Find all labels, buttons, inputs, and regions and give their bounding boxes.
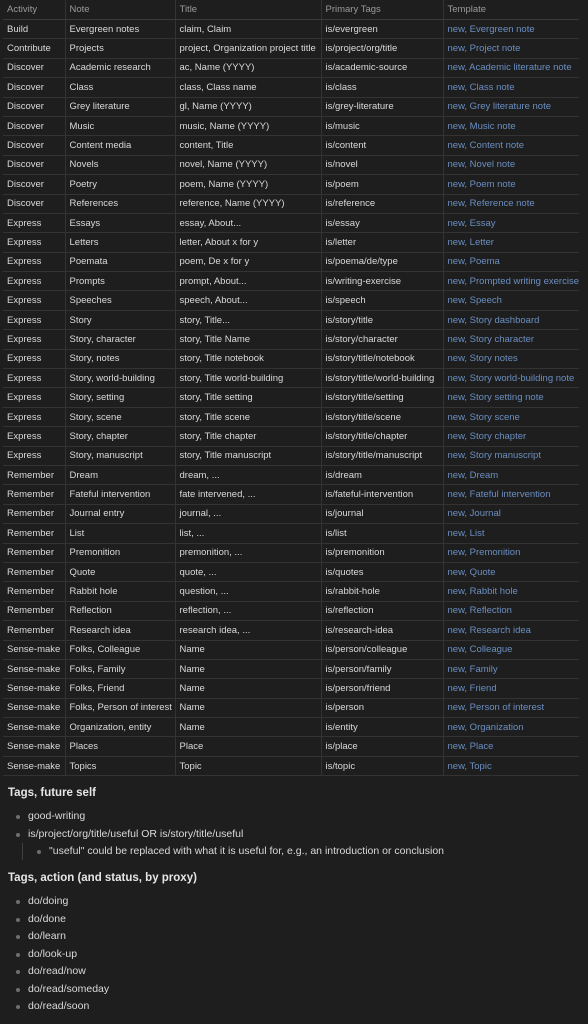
table-row (3, 640, 579, 659)
table-row (3, 194, 579, 213)
header-title: Title (175, 0, 321, 20)
table-row (3, 252, 579, 271)
cell-title: ac, Name (YYYY) (175, 58, 321, 77)
table-row (3, 679, 579, 698)
cell-title: Name (175, 679, 321, 698)
cell-activity: Express (3, 446, 65, 465)
list-item: do/learn (16, 928, 109, 946)
cell-template-link[interactable]: new, Topic (443, 756, 579, 775)
cell-template-link[interactable]: new, Novel note (443, 155, 579, 174)
table-row (3, 349, 579, 368)
cell-note: Academic research (65, 58, 175, 77)
cell-primary-tags: is/list (321, 524, 443, 543)
header-activity: Activity (3, 0, 65, 20)
cell-note: Poemata (65, 252, 175, 271)
cell-title: story, Title manuscript (175, 446, 321, 465)
cell-template-link[interactable]: new, Grey literature note (443, 97, 579, 116)
cell-activity: Remember (3, 485, 65, 504)
action-list (16, 893, 109, 1016)
table-row (3, 465, 579, 484)
cell-primary-tags: is/novel (321, 155, 443, 174)
cell-activity: Sense-make (3, 679, 65, 698)
cell-title: poem, De x for y (175, 252, 321, 271)
cell-activity: Express (3, 388, 65, 407)
cell-title: Name (175, 640, 321, 659)
list-item: good-writing (16, 808, 243, 826)
cell-activity: Express (3, 272, 65, 291)
cell-title: gl, Name (YYYY) (175, 97, 321, 116)
cell-template-link[interactable]: new, Essay (443, 213, 579, 232)
cell-primary-tags: is/essay (321, 213, 443, 232)
list-item: is/project/org/title/useful OR is/story/title/useful (16, 826, 243, 844)
cell-primary-tags: is/story/character (321, 330, 443, 349)
cell-activity: Express (3, 349, 65, 368)
cell-note: Story, manuscript (65, 446, 175, 465)
list-item: do/read/soon (16, 998, 109, 1016)
cell-title: project, Organization project title (175, 39, 321, 58)
cell-template-link[interactable]: new, Fateful intervention (443, 485, 579, 504)
cell-title: reflection, ... (175, 601, 321, 620)
future-self-list (16, 808, 243, 843)
cell-activity: Express (3, 233, 65, 252)
table-row (3, 310, 579, 329)
table-row (3, 369, 579, 388)
cell-note: Reflection (65, 601, 175, 620)
cell-primary-tags: is/topic (321, 756, 443, 775)
table-row (3, 756, 579, 775)
table-row (3, 175, 579, 194)
cell-template-link[interactable]: new, Story setting note (443, 388, 579, 407)
cell-primary-tags: is/person/friend (321, 679, 443, 698)
cell-title: list, ... (175, 524, 321, 543)
action-heading: Tags, action (and status, by proxy) (8, 872, 197, 884)
cell-note: Story, chapter (65, 427, 175, 446)
table-row (3, 582, 579, 601)
cell-title: journal, ... (175, 504, 321, 523)
table-row (3, 601, 579, 620)
cell-primary-tags: is/quotes (321, 562, 443, 581)
cell-title: dream, ... (175, 465, 321, 484)
cell-activity: Discover (3, 97, 65, 116)
cell-note: Speeches (65, 291, 175, 310)
cell-primary-tags: is/rabbit-hole (321, 582, 443, 601)
table-row (3, 330, 579, 349)
cell-note: Letters (65, 233, 175, 252)
cell-activity: Discover (3, 58, 65, 77)
cell-template-link[interactable]: new, Story chapter (443, 427, 579, 446)
cell-note: Topics (65, 756, 175, 775)
cell-template-link[interactable]: new, Journal (443, 504, 579, 523)
cell-note: Organization, entity (65, 718, 175, 737)
cell-primary-tags: is/music (321, 116, 443, 135)
cell-title: premonition, ... (175, 543, 321, 562)
cell-activity: Sense-make (3, 698, 65, 717)
cell-title: fate intervened, ... (175, 485, 321, 504)
cell-note: Class (65, 78, 175, 97)
cell-note: Folks, Colleague (65, 640, 175, 659)
cell-template-link[interactable]: new, List (443, 524, 579, 543)
cell-note: Prompts (65, 272, 175, 291)
cell-activity: Sense-make (3, 640, 65, 659)
cell-template-link[interactable]: new, Project note (443, 39, 579, 58)
cell-template-link[interactable]: new, Reference note (443, 194, 579, 213)
table-row (3, 58, 579, 77)
list-item: do/done (16, 911, 109, 929)
list-item: do/look-up (16, 946, 109, 964)
list-item: do/read/now (16, 963, 109, 981)
table-row (3, 427, 579, 446)
cell-template-link[interactable]: new, Letter (443, 233, 579, 252)
cell-primary-tags: is/person/colleague (321, 640, 443, 659)
cell-activity: Discover (3, 116, 65, 135)
cell-activity: Remember (3, 621, 65, 640)
list-item: do/doing (16, 893, 109, 911)
table-row (3, 155, 579, 174)
future-self-heading: Tags, future self (8, 787, 96, 799)
cell-title: essay, About... (175, 213, 321, 232)
cell-primary-tags: is/reflection (321, 601, 443, 620)
cell-primary-tags: is/person (321, 698, 443, 717)
cell-template-link[interactable]: new, Story world-building note (443, 369, 579, 388)
cell-primary-tags: is/person/family (321, 659, 443, 678)
cell-template-link[interactable]: new, Place (443, 737, 579, 756)
templates-table (3, 0, 579, 776)
cell-title: Name (175, 659, 321, 678)
cell-note: References (65, 194, 175, 213)
cell-note: Premonition (65, 543, 175, 562)
table-row (3, 233, 579, 252)
table-row (3, 446, 579, 465)
cell-primary-tags: is/story/title/setting (321, 388, 443, 407)
cell-activity: Remember (3, 582, 65, 601)
cell-note: Story, setting (65, 388, 175, 407)
cell-activity: Sense-make (3, 718, 65, 737)
table-row (3, 659, 579, 678)
cell-note: Quote (65, 562, 175, 581)
cell-activity: Express (3, 291, 65, 310)
cell-primary-tags: is/story/title/scene (321, 407, 443, 426)
cell-activity: Sense-make (3, 737, 65, 756)
cell-template-link[interactable]: new, Research idea (443, 621, 579, 640)
cell-note: List (65, 524, 175, 543)
nested-list (22, 843, 444, 860)
cell-template-link[interactable]: new, Story dashboard (443, 310, 579, 329)
cell-primary-tags: is/journal (321, 504, 443, 523)
cell-title: speech, About... (175, 291, 321, 310)
table-row (3, 621, 579, 640)
table-row (3, 39, 579, 58)
cell-activity: Discover (3, 155, 65, 174)
table-row (3, 97, 579, 116)
cell-activity: Express (3, 310, 65, 329)
cell-title: poem, Name (YYYY) (175, 175, 321, 194)
cell-primary-tags: is/letter (321, 233, 443, 252)
table-row (3, 136, 579, 155)
cell-primary-tags: is/grey-literature (321, 97, 443, 116)
cell-activity: Remember (3, 543, 65, 562)
cell-note: Fateful intervention (65, 485, 175, 504)
cell-note: Story, character (65, 330, 175, 349)
cell-title: Place (175, 737, 321, 756)
table-row (3, 78, 579, 97)
cell-title: story, Title setting (175, 388, 321, 407)
cell-template-link[interactable]: new, Rabbit hole (443, 582, 579, 601)
cell-primary-tags: is/writing-exercise (321, 272, 443, 291)
cell-title: music, Name (YYYY) (175, 116, 321, 135)
cell-template-link[interactable]: new, Story character (443, 330, 579, 349)
cell-activity: Discover (3, 78, 65, 97)
cell-activity: Discover (3, 136, 65, 155)
cell-note: Story, world-building (65, 369, 175, 388)
cell-note: Content media (65, 136, 175, 155)
cell-activity: Express (3, 330, 65, 349)
cell-activity: Remember (3, 504, 65, 523)
cell-title: Name (175, 698, 321, 717)
cell-primary-tags: is/story/title/chapter (321, 427, 443, 446)
cell-template-link[interactable]: new, Music note (443, 116, 579, 135)
cell-note: Grey literature (65, 97, 175, 116)
cell-title: claim, Claim (175, 20, 321, 39)
cell-primary-tags: is/reference (321, 194, 443, 213)
cell-activity: Discover (3, 175, 65, 194)
cell-title: letter, About x for y (175, 233, 321, 252)
cell-title: story, Title chapter (175, 427, 321, 446)
table-row (3, 698, 579, 717)
cell-template-link[interactable]: new, Quote (443, 562, 579, 581)
table-body (3, 20, 579, 776)
table-row (3, 737, 579, 756)
header-primary-tags: Primary Tags (321, 0, 443, 20)
cell-template-link[interactable]: new, Speech (443, 291, 579, 310)
cell-primary-tags: is/academic-source (321, 58, 443, 77)
cell-note: Music (65, 116, 175, 135)
header-template: Template (443, 0, 579, 20)
cell-primary-tags: is/fateful-intervention (321, 485, 443, 504)
cell-activity: Express (3, 407, 65, 426)
cell-template-link[interactable]: new, Organization (443, 718, 579, 737)
cell-activity: Sense-make (3, 756, 65, 775)
cell-template-link[interactable]: new, Poem note (443, 175, 579, 194)
cell-title: novel, Name (YYYY) (175, 155, 321, 174)
table-row (3, 213, 579, 232)
cell-activity: Remember (3, 465, 65, 484)
cell-primary-tags: is/speech (321, 291, 443, 310)
cell-note: Places (65, 737, 175, 756)
cell-template-link[interactable]: new, Reflection (443, 601, 579, 620)
cell-title: story, Title scene (175, 407, 321, 426)
table-row (3, 388, 579, 407)
cell-activity: Remember (3, 562, 65, 581)
cell-template-link[interactable]: new, Poema (443, 252, 579, 271)
cell-activity: Contribute (3, 39, 65, 58)
cell-title: class, Class name (175, 78, 321, 97)
cell-note: Story, scene (65, 407, 175, 426)
cell-template-link[interactable]: new, Friend (443, 679, 579, 698)
cell-note: Dream (65, 465, 175, 484)
cell-note: Rabbit hole (65, 582, 175, 601)
cell-note: Novels (65, 155, 175, 174)
table-row (3, 485, 579, 504)
cell-activity: Build (3, 20, 65, 39)
table-row (3, 291, 579, 310)
cell-template-link[interactable]: new, Person of interest (443, 698, 579, 717)
cell-activity: Sense-make (3, 659, 65, 678)
cell-template-link[interactable]: new, Prompted writing exercise (443, 272, 579, 291)
cell-primary-tags: is/content (321, 136, 443, 155)
cell-primary-tags: is/research-idea (321, 621, 443, 640)
cell-template-link[interactable]: new, Class note (443, 78, 579, 97)
header-note: Note (65, 0, 175, 20)
cell-title: quote, ... (175, 562, 321, 581)
cell-activity: Remember (3, 524, 65, 543)
cell-primary-tags: is/story/title/manuscript (321, 446, 443, 465)
cell-template-link[interactable]: new, Story notes (443, 349, 579, 368)
table-row (3, 562, 579, 581)
cell-note: Research idea (65, 621, 175, 640)
cell-note: Folks, Family (65, 659, 175, 678)
cell-primary-tags: is/entity (321, 718, 443, 737)
cell-note: Journal entry (65, 504, 175, 523)
cell-note: Evergreen notes (65, 20, 175, 39)
table-row (3, 524, 579, 543)
cell-title: content, Title (175, 136, 321, 155)
cell-title: research idea, ... (175, 621, 321, 640)
cell-note: Folks, Friend (65, 679, 175, 698)
cell-note: Story, notes (65, 349, 175, 368)
cell-primary-tags: is/dream (321, 465, 443, 484)
cell-activity: Express (3, 369, 65, 388)
cell-activity: Express (3, 213, 65, 232)
cell-template-link[interactable]: new, Evergreen note (443, 20, 579, 39)
cell-primary-tags: is/premonition (321, 543, 443, 562)
cell-activity: Remember (3, 601, 65, 620)
cell-note: Poetry (65, 175, 175, 194)
cell-note: Folks, Person of interest (65, 698, 175, 717)
cell-title: story, Title world-building (175, 369, 321, 388)
cell-title: reference, Name (YYYY) (175, 194, 321, 213)
cell-primary-tags: is/place (321, 737, 443, 756)
cell-primary-tags: is/class (321, 78, 443, 97)
table-row (3, 543, 579, 562)
table-header-row (3, 0, 579, 20)
cell-template-link[interactable]: new, Colleague (443, 640, 579, 659)
cell-activity: Express (3, 427, 65, 446)
cell-primary-tags: is/poema/de/type (321, 252, 443, 271)
cell-primary-tags: is/poem (321, 175, 443, 194)
cell-title: Name (175, 718, 321, 737)
list-item: do/read/someday (16, 981, 109, 999)
cell-title: Topic (175, 756, 321, 775)
cell-title: prompt, About... (175, 272, 321, 291)
cell-note: Story (65, 310, 175, 329)
cell-template-link[interactable]: new, Story scene (443, 407, 579, 426)
table-row (3, 20, 579, 39)
cell-template-link[interactable]: new, Story manuscript (443, 446, 579, 465)
cell-template-link[interactable]: new, Academic literature note (443, 58, 579, 77)
cell-primary-tags: is/story/title/notebook (321, 349, 443, 368)
cell-primary-tags: is/evergreen (321, 20, 443, 39)
cell-primary-tags: is/story/title/world-building (321, 369, 443, 388)
cell-primary-tags: is/story/title (321, 310, 443, 329)
table-row (3, 116, 579, 135)
table-row (3, 504, 579, 523)
cell-template-link[interactable]: new, Premonition (443, 543, 579, 562)
table-row (3, 407, 579, 426)
cell-template-link[interactable]: new, Content note (443, 136, 579, 155)
cell-template-link[interactable]: new, Family (443, 659, 579, 678)
cell-title: story, Title Name (175, 330, 321, 349)
cell-activity: Express (3, 252, 65, 271)
table-row (3, 718, 579, 737)
cell-title: question, ... (175, 582, 321, 601)
cell-title: story, Title... (175, 310, 321, 329)
cell-primary-tags: is/project/org/title (321, 39, 443, 58)
cell-note: Essays (65, 213, 175, 232)
cell-template-link[interactable]: new, Dream (443, 465, 579, 484)
cell-title: story, Title notebook (175, 349, 321, 368)
table-row (3, 272, 579, 291)
cell-note: Projects (65, 39, 175, 58)
cell-activity: Discover (3, 194, 65, 213)
nested-list-item: "useful" could be replaced with what it is useful for, e.g., an introduction or conclusion (37, 843, 444, 860)
